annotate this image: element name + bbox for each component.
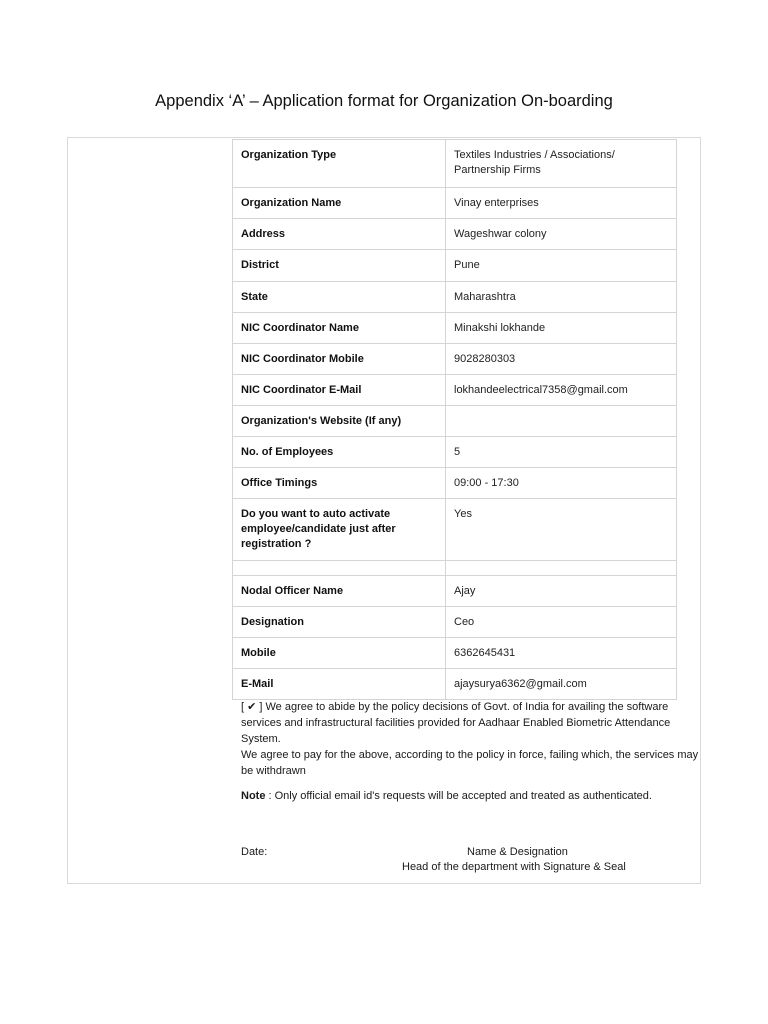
table-row [233,576,677,607]
table-row [233,375,677,406]
row-label: Do you want to auto activate employee/candidate just after registration ? [233,499,446,561]
table-row [233,468,677,499]
table-row [233,669,677,700]
row-label: No. of Employees [233,437,446,468]
row-value: 6362645431 [446,638,677,669]
agreement-line-1: [ ✔ ] We agree to abide by the policy decisions of Govt. of India for availing the software services and infrastructural facilities provided for Aadhaar Enabled Biometric Attendance System. [241,701,671,745]
table-row [233,437,677,468]
name-designation-label: Name & Designation [467,846,568,858]
row-value: 5 [446,437,677,468]
table-row [233,406,677,437]
row-label: NIC Coordinator Name [233,313,446,344]
table-row [233,188,677,219]
table-row [233,499,677,561]
table-row [233,219,677,250]
row-value: 9028280303 [446,344,677,375]
row-value: Pune [446,250,677,282]
note-label: Note [241,790,266,802]
row-label: NIC Coordinator E-Mail [233,375,446,406]
row-label [233,561,446,576]
row-value: Ajay [446,576,677,607]
row-value: 09:00 - 17:30 [446,468,677,499]
page-title: Appendix ‘A’ – Application format for Organization On-boarding [155,92,613,110]
application-form-table [232,139,677,700]
row-label: District [233,250,446,282]
row-value: Vinay enterprises [446,188,677,219]
row-label: Organization's Website (If any) [233,406,446,437]
row-value: Minakshi lokhande [446,313,677,344]
row-value: ajaysurya6362@gmail.com [446,669,677,700]
table-row [233,344,677,375]
row-value: Wageshwar colony [446,219,677,250]
signature-seal-label: Head of the department with Signature & Seal [402,861,626,873]
row-label: NIC Coordinator Mobile [233,344,446,375]
row-label: Office Timings [233,468,446,499]
row-label: E-Mail [233,669,446,700]
row-label: Nodal Officer Name [233,576,446,607]
table-row [233,638,677,669]
agreement-text [241,699,703,779]
table-row [233,282,677,313]
row-label: Organization Name [233,188,446,219]
row-label: State [233,282,446,313]
agreement-line-2: We agree to pay for the above, according to the policy in force, failing which, the services may be withdrawn [241,749,699,777]
table-row-spacer [233,561,677,576]
note-body: : Only official email id's requests will be accepted and treated as authenticated. [265,790,652,802]
row-value: Ceo [446,607,677,638]
note-text [241,788,703,804]
row-value: Maharashtra [446,282,677,313]
date-label: Date: [241,846,268,858]
row-value [446,406,677,437]
row-value: lokhandeelectrical7358@gmail.com [446,375,677,406]
table-row [233,313,677,344]
row-label: Organization Type [233,140,446,188]
row-label: Mobile [233,638,446,669]
table-row [233,250,677,282]
row-label: Designation [233,607,446,638]
row-value [446,561,677,576]
row-label: Address [233,219,446,250]
table-row [233,140,677,188]
row-value: Yes [446,499,677,561]
row-value: Textiles Industries / Associations/ Partnership Firms [446,140,677,188]
table-row [233,607,677,638]
